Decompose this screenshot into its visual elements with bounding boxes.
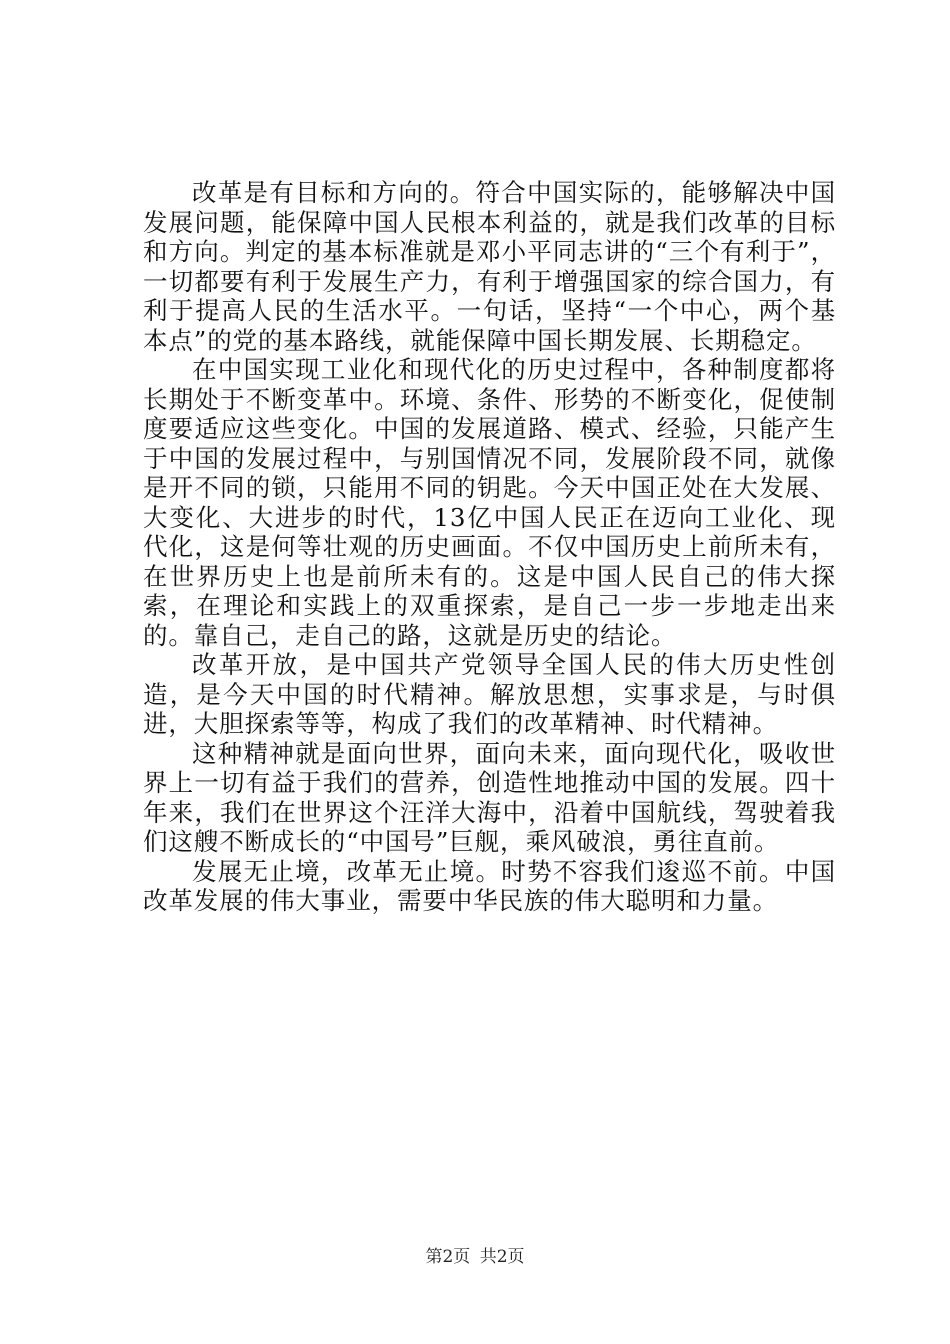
document-body bbox=[143, 178, 836, 916]
page-footer bbox=[0, 1247, 950, 1267]
page-total: 共2页 bbox=[479, 1247, 525, 1267]
paragraph: 改革是有目标和方向的。符合中国实际的，能够解决中国发展问题，能保障中国人民根本利益的，就是我们改革的目标和方向。判定的基本标准就是邓小平同志讲的“三个有利于”，一切都要有利于发展生产力，有利于增强国家的综合国力，有利于提高人民的生活水平。一句话，坚持“一个中心，两个基本点”的党的基本路线，就能保障中国长期发展、长期稳定。 bbox=[143, 178, 836, 355]
paragraph: 改革开放，是中国共产党领导全国人民的伟大历史性创造，是今天中国的时代精神。解放思想，实事求是，与时俱进，大胆探索等等，构成了我们的改革精神、时代精神。 bbox=[143, 650, 836, 738]
paragraph: 在中国实现工业化和现代化的历史过程中，各种制度都将长期处于不断变革中。环境、条件、形势的不断变化，促使制度要适应这些变化。中国的发展道路、模式、经验，只能产生于中国的发展过程中，与别国情况不同，发展阶段不同，就像是开不同的锁，只能用不同的钥匙。今天中国正处在大发展、大变化、大进步的时代，13亿中国人民正在迈向工业化、现代化，这是何等壮观的历史画面。不仅中国历史上前所未有，在世界历史上也是前所未有的。这是中国人民自己的伟大探索，在理论和实践上的双重探索，是自己一步一步地走出来的。靠自己，走自己的路，这就是历史的结论。 bbox=[143, 355, 836, 650]
paragraph: 这种精神就是面向世界，面向未来，面向现代化，吸收世界上一切有益于我们的营养，创造性地推动中国的发展。四十年来，我们在世界这个汪洋大海中，沿着中国航线，驾驶着我们这艘不断成长的“中国号”巨舰，乘风破浪，勇往直前。 bbox=[143, 738, 836, 856]
page-number: 第2页 bbox=[425, 1247, 471, 1267]
paragraph: 发展无止境，改革无止境。时势不容我们逡巡不前。中国改革发展的伟大事业，需要中华民族的伟大聪明和力量。 bbox=[143, 856, 836, 915]
